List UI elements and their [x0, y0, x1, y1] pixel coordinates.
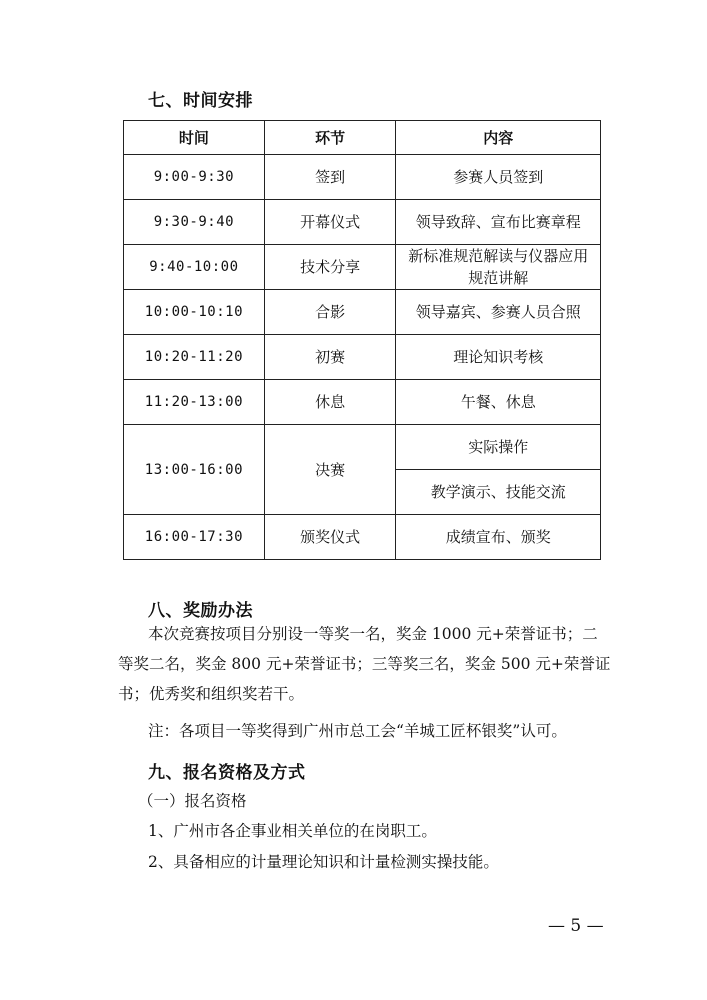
header-content: 内容	[396, 121, 601, 155]
row-segment: 休息	[264, 380, 396, 425]
table-row	[124, 380, 601, 425]
reward-note: 注：各项目一等奖得到广州市总工会“羊城工匠杯银奖”认可。	[148, 722, 567, 740]
eligibility-item-1: 1、广州市各企事业相关单位的在岗职工。	[148, 822, 437, 840]
section-8-heading: 八、奖励办法	[148, 601, 253, 621]
row-time: 9:00-9:30	[124, 155, 265, 200]
row-content: 领导致辞、宣布比赛章程	[396, 200, 601, 245]
row-content: 午餐、休息	[396, 380, 601, 425]
row-time: 16:00-17:30	[124, 515, 265, 560]
row-segment: 技术分享	[264, 245, 396, 290]
section-7-heading: 七、时间安排	[148, 91, 253, 111]
row-time: 10:00-10:10	[124, 290, 265, 335]
row-time: 13:00-16:00	[124, 425, 265, 515]
row-segment: 决赛	[264, 425, 396, 515]
reward-paragraph-line-2: 等奖二名，奖金 800 元+荣誉证书；三等奖三名，奖金 500 元+荣誉证	[118, 655, 611, 673]
table-row	[124, 425, 601, 470]
table-row	[124, 245, 601, 290]
eligibility-subheading: （一）报名资格	[138, 792, 247, 810]
table-header-row	[124, 121, 601, 155]
row-time: 10:20-11:20	[124, 335, 265, 380]
row-segment: 签到	[264, 155, 396, 200]
row-content: 理论知识考核	[396, 335, 601, 380]
table-row	[124, 200, 601, 245]
row-content: 成绩宣布、颁奖	[396, 515, 601, 560]
schedule-table	[123, 120, 601, 560]
table-row	[124, 155, 601, 200]
page-number: — 5 —	[548, 916, 604, 936]
row-segment: 初赛	[264, 335, 396, 380]
row-time: 9:30-9:40	[124, 200, 265, 245]
row-segment: 颁奖仪式	[264, 515, 396, 560]
reward-paragraph-line-1: 本次竞赛按项目分别设一等奖一名，奖金 1000 元+荣誉证书；二	[148, 625, 598, 643]
row-content: 教学演示、技能交流	[396, 470, 601, 515]
row-content: 参赛人员签到	[396, 155, 601, 200]
eligibility-item-2: 2、具备相应的计量理论知识和计量检测实操技能。	[148, 853, 499, 871]
row-time: 11:20-13:00	[124, 380, 265, 425]
row-content: 新标准规范解读与仪器应用规范讲解	[396, 245, 601, 290]
row-content: 实际操作	[396, 425, 601, 470]
header-time: 时间	[124, 121, 265, 155]
row-content: 领导嘉宾、参赛人员合照	[396, 290, 601, 335]
row-segment: 合影	[264, 290, 396, 335]
table-row	[124, 335, 601, 380]
row-segment: 开幕仪式	[264, 200, 396, 245]
reward-paragraph-line-3: 书；优秀奖和组织奖若干。	[118, 685, 305, 703]
table-row	[124, 515, 601, 560]
row-time: 9:40-10:00	[124, 245, 265, 290]
table-row	[124, 290, 601, 335]
header-segment: 环节	[264, 121, 396, 155]
section-9-heading: 九、报名资格及方式	[148, 763, 306, 783]
